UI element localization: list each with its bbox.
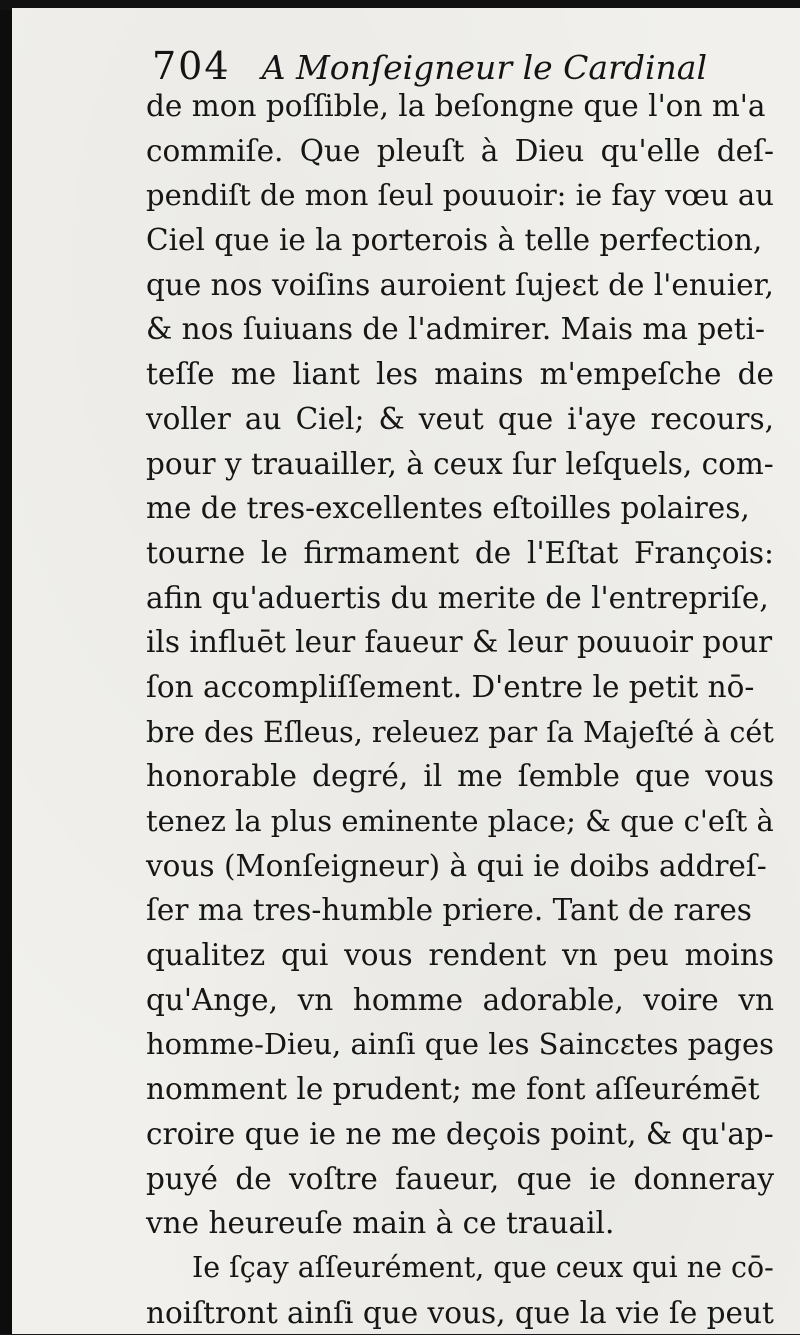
text-line: de mon poſſible, la beſongne que l'on m'a: [146, 89, 766, 123]
text-line: noiſtront ainſi que vous, que la vie ſe peut: [146, 1295, 774, 1330]
page-number: 704: [152, 44, 231, 88]
text-line: bre des Eſleus, releuez par ſa Majeſté à cét: [146, 714, 774, 749]
text-line: que nos voiſins auroient ſujeɛt de l'enuier,: [146, 267, 774, 302]
text-line: vne heureuſe main à ce trauail.: [146, 1206, 615, 1241]
body-text: [146, 84, 774, 1335]
text-line: pendiſt de mon ſeul pouuoir: ie fay vœu au: [146, 178, 774, 213]
book-page: [12, 8, 800, 1334]
text-line: ils influēt leur faueur & leur pouuoir pour: [146, 625, 773, 660]
text-line: honorable degré, il me ſemble que vous: [146, 759, 774, 794]
text-line-paragraph-start: Ie ſçay aſſeurément, que ceux qui ne cō-: [192, 1250, 774, 1284]
text-line: qualitez qui vous rendent vn peu moins: [146, 938, 774, 973]
text-line: ſer ma tres-humble priere. Tant de rares: [146, 893, 752, 928]
text-line: tourne le firmament de l'Eſtat François:: [146, 535, 774, 570]
scan-border-left: [0, 0, 12, 1334]
text-line: afin qu'aduertis du merite de l'entrepriſe,: [146, 580, 769, 615]
text-line: croire que ie ne me deçois point, & qu'ap-: [146, 1116, 774, 1151]
text-line: pour y trauailler, à ceux ſur leſquels, com-: [146, 446, 774, 481]
text-line: puyé de voſtre faueur, que ie donneray: [146, 1161, 774, 1196]
text-line: me de tres-excellentes eſtoilles polaires,: [146, 491, 750, 526]
text-line: tenez la plus eminente place; & que c'eſt à: [146, 804, 774, 838]
text-line: & nos ſuiuans de l'admirer. Mais ma peti-: [146, 312, 765, 347]
text-line: voller au Ciel; & veut que i'aye recours,: [146, 401, 774, 436]
running-head-title: A Monſeigneur le Cardinal: [261, 48, 708, 87]
text-line: vous (Monſeigneur) à qui ie doibs addreſ-: [146, 848, 767, 883]
text-line: nomment le prudent; me font aſſeurémēt: [146, 1072, 760, 1107]
text-line: Ciel que ie la porterois à telle perfection,: [146, 223, 763, 258]
text-line: qu'Ange, vn homme adorable, voire vn: [146, 982, 774, 1017]
text-line: ſon accompliſſement. D'entre le petit nō-: [146, 669, 755, 704]
text-line: teſſe me liant les mains m'empeſche de: [146, 357, 774, 392]
text-line: commiſe. Que pleuſt à Dieu qu'elle deſ-: [146, 133, 774, 168]
text-line: homme-Dieu, ainſi que les Saincɛtes pages: [146, 1027, 774, 1062]
